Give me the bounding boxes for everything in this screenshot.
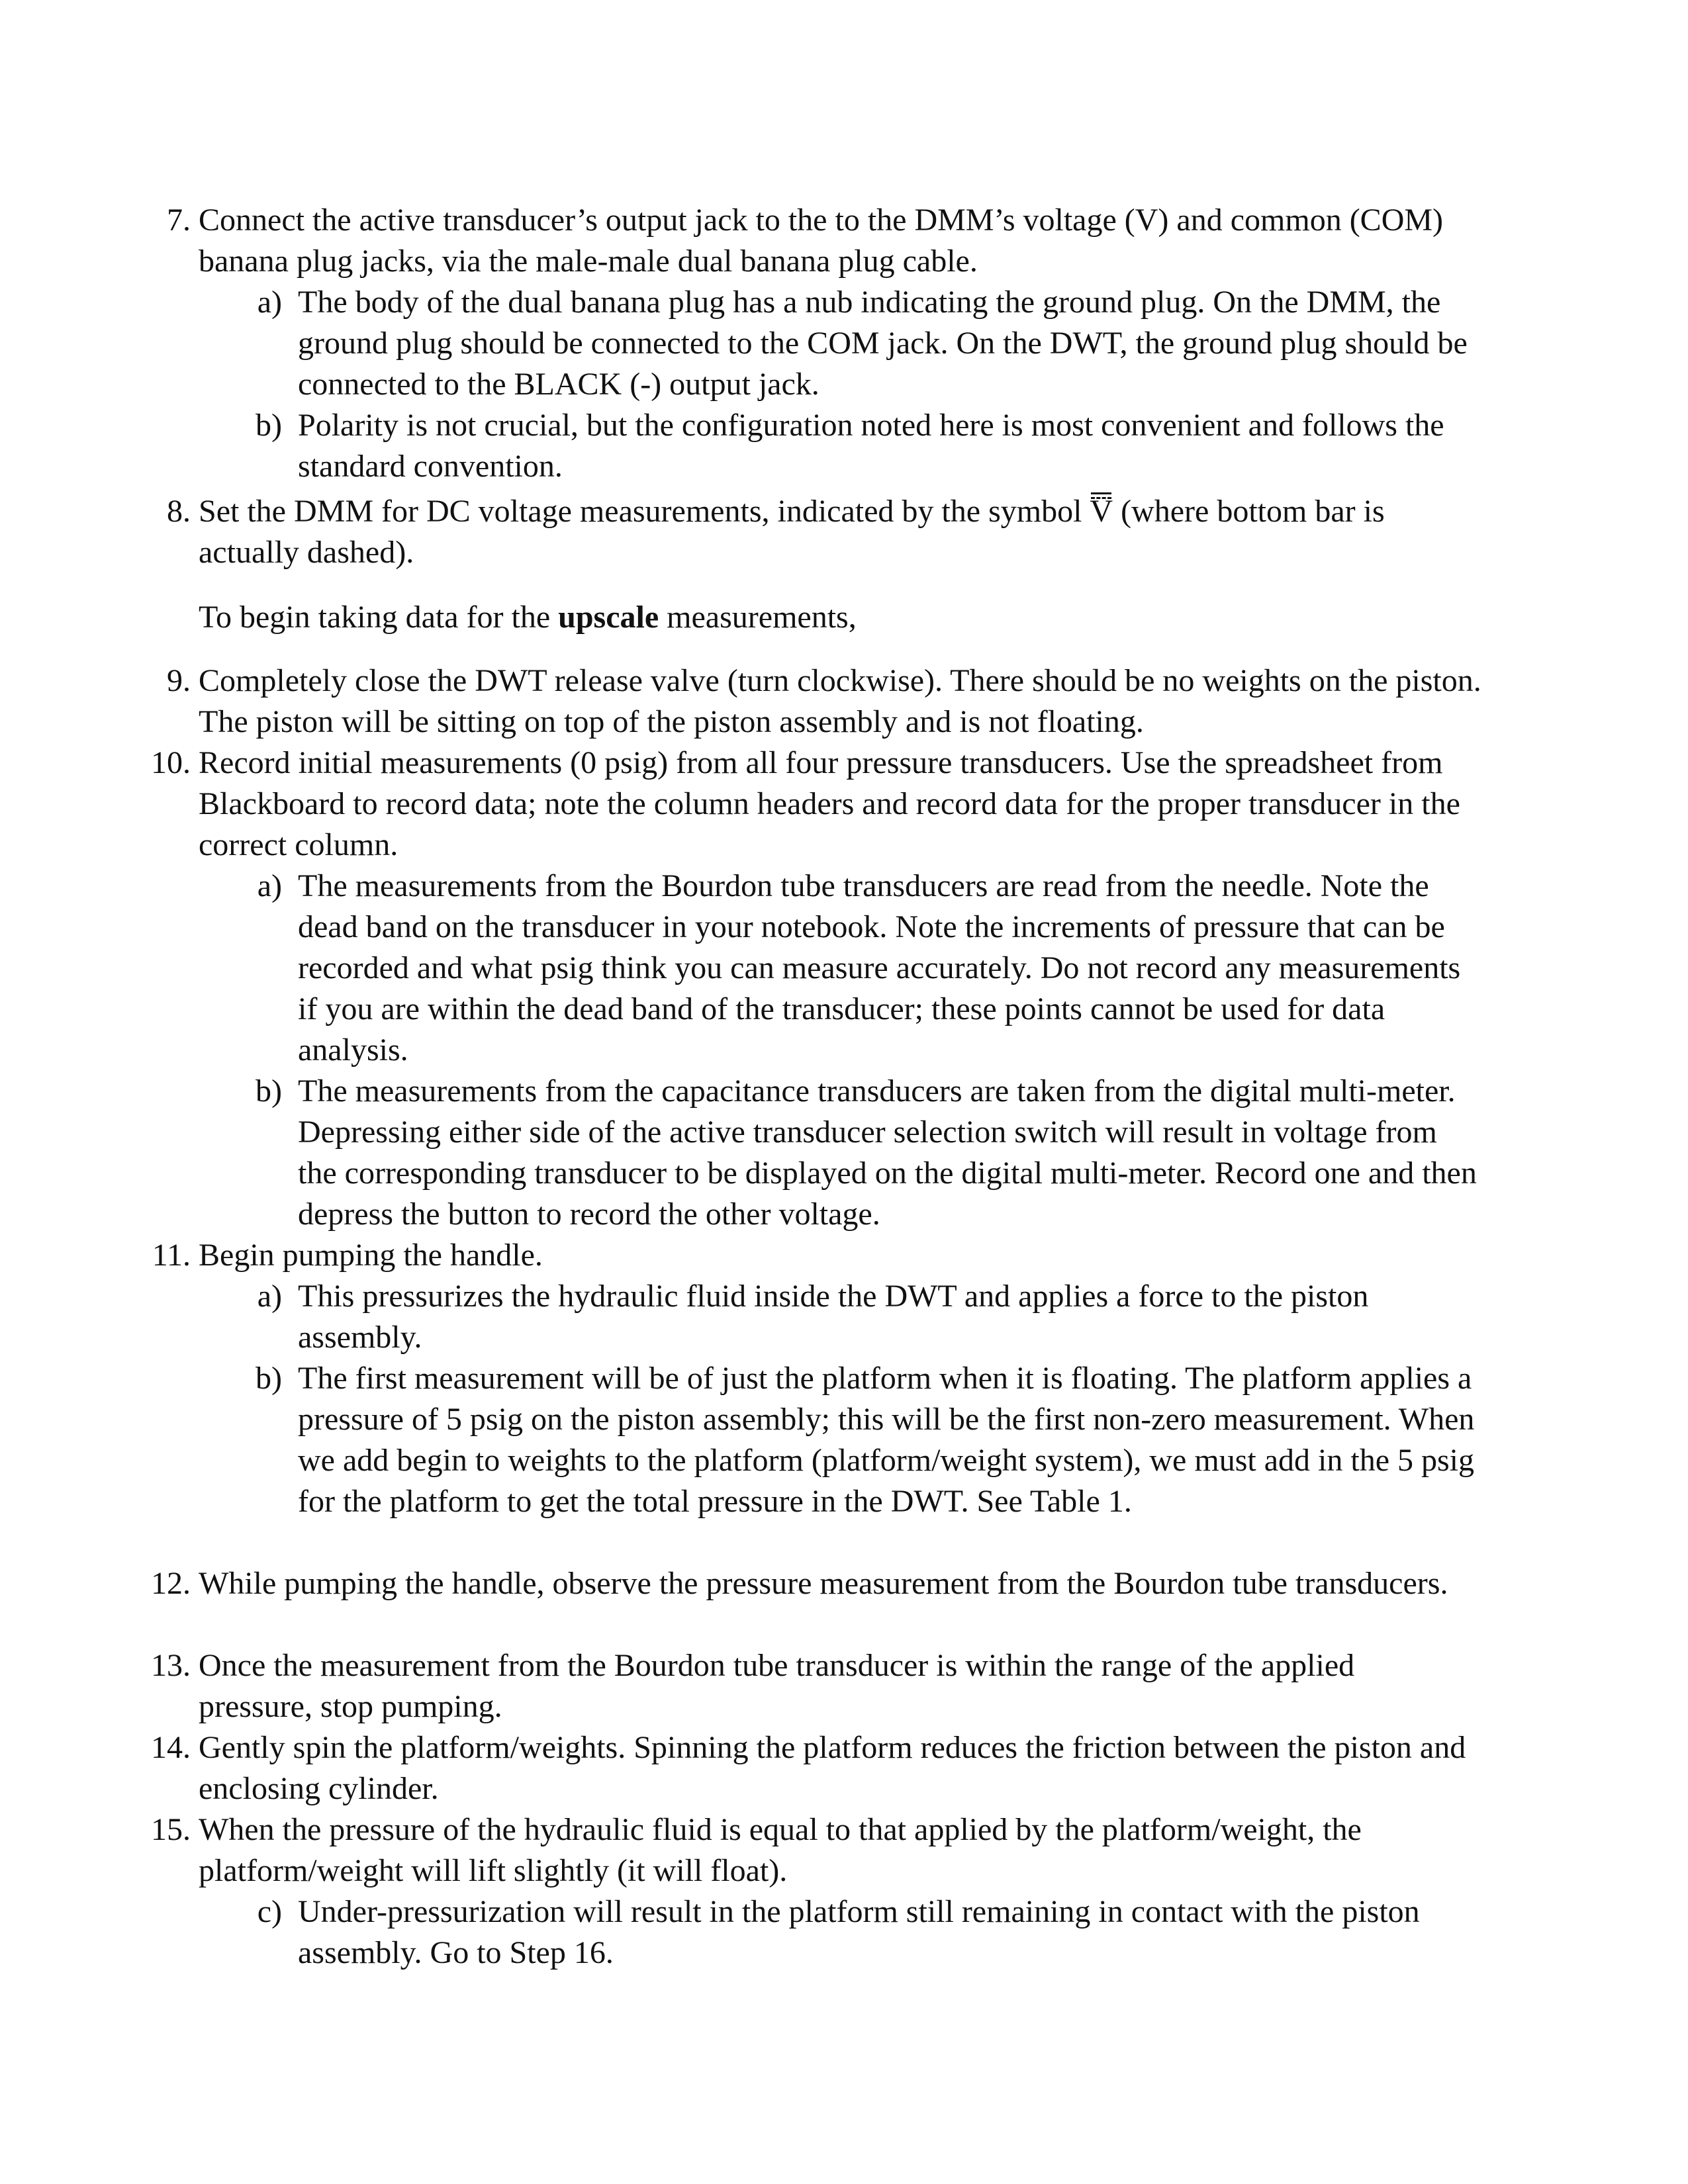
step-text-after: (where bottom bar is actually dashed).: [199, 494, 1385, 570]
step-text: Record initial measurements (0 psig) from all four pressure transducers. Use the spreadsheet from Blackboard to record data; note the column headers and record data for the proper transducer in the correct column.: [199, 745, 1460, 862]
step-text: When the pressure of the hydraulic fluid is equal to that applied by the platform/weight, the platform/weight will lift slightly (it will float).: [199, 1812, 1362, 1888]
sub-marker: a): [257, 285, 282, 320]
sub-text: Polarity is not crucial, but the configuration noted here is most convenient and follows the standard convention.: [298, 408, 1444, 484]
step-text: Connect the active transducer’s output jack to the to the DMM’s voltage (V) and common (COM) banana plug jacks, via the male-male dual banana plug cable.: [199, 203, 1444, 279]
step-15: [151, 1809, 1516, 1891]
step-text-before: Set the DMM for DC voltage measurements, indicated by the symbol: [199, 494, 1082, 529]
dc-bars-icon: [1091, 492, 1111, 499]
step-7-sub-b: [256, 405, 1463, 487]
step-8: [167, 491, 1470, 573]
sub-marker: c): [257, 1894, 282, 1929]
step-number: 9.: [167, 663, 191, 698]
step-10-sub-b: [256, 1071, 1483, 1235]
sub-text: The measurements from the capacitance transducers are taken from the digital multi-meter. Depressing either side of the active transducer selection switch will result in voltage from the corresponding transducer to be displayed on the digital multi-meter. Record one and then depress the button to record the other voltage.: [298, 1073, 1477, 1232]
step-text: Begin pumping the handle.: [199, 1238, 543, 1273]
step-number: 7.: [167, 203, 191, 238]
step-15-sub-c: [257, 1891, 1489, 1974]
step-number: 11.: [152, 1238, 191, 1273]
step-number: 10.: [151, 745, 191, 780]
sub-marker: b): [256, 1361, 282, 1396]
step-9: [167, 660, 1516, 743]
sub-marker: b): [256, 1073, 282, 1109]
step-number: 15.: [151, 1812, 191, 1847]
sub-marker: b): [256, 408, 282, 443]
sub-text: The body of the dual banana plug has a nub indicating the ground plug. On the DMM, the ground plug should be connected to the COM jack. On the DWT, the ground plug should be connected to the BLACK (-) output jack.: [298, 285, 1468, 402]
step-7: [167, 200, 1496, 282]
sub-text: Under-pressurization will result in the platform still remaining in contact with the piston assembly. Go to Step 16.: [298, 1894, 1420, 1970]
step-text: Once the measurement from the Bourdon tube transducer is within the range of the applied pressure, stop pumping.: [199, 1648, 1355, 1724]
sub-marker: a): [257, 868, 282, 903]
upscale-emphasis: upscale: [558, 600, 659, 635]
step-text: Gently spin the platform/weights. Spinning the platform reduces the friction between the piston and enclosing cylinder.: [199, 1730, 1466, 1806]
sub-marker: a): [257, 1279, 282, 1314]
step-number: 12.: [151, 1566, 191, 1601]
step-13: [151, 1645, 1456, 1727]
step-text: Completely close the DWT release valve (turn clockwise). There should be no weights on the piston. The piston will be sitting on top of the piston assembly and is not floating.: [199, 663, 1481, 739]
step-number: 8.: [167, 494, 191, 529]
step-text: While pumping the handle, observe the pressure measurement from the Bourdon tube transducers.: [199, 1566, 1448, 1601]
step-11-sub-b: [256, 1358, 1476, 1522]
step-12: [151, 1563, 1456, 1604]
step-number: 13.: [151, 1648, 191, 1683]
step-10-sub-a: [257, 866, 1476, 1071]
intro-paragraph: To begin taking data for the upscale measurements,: [199, 600, 857, 635]
step-10: [151, 743, 1516, 866]
dc-voltage-symbol: V: [1090, 494, 1113, 529]
sub-text: This pressurizes the hydraulic fluid inside the DWT and applies a force to the piston assembly.: [298, 1279, 1369, 1355]
step-number: 14.: [151, 1730, 191, 1765]
sub-text: The measurements from the Bourdon tube transducers are read from the needle. Note the dead band on the transducer in your notebook. Note the increments of pressure that can be recorded and what psig think you can measure accurately. Do not record any measurements if you are within the dead band of the transducer; these points cannot be used for data analysis.: [298, 868, 1461, 1068]
step-11: [152, 1235, 1496, 1276]
step-7-sub-a: [257, 282, 1476, 405]
step-14: [151, 1727, 1516, 1809]
step-11-sub-a: [257, 1276, 1463, 1358]
sub-text: The first measurement will be of just the platform when it is floating. The platform applies a pressure of 5 psig on the piston assembly; this will be the first non-zero measurement. When we add begin to weights to the platform (platform/weight system), we must add in the 5 psig for the platform to get the total pressure in the DWT. See Table 1.: [298, 1361, 1475, 1519]
